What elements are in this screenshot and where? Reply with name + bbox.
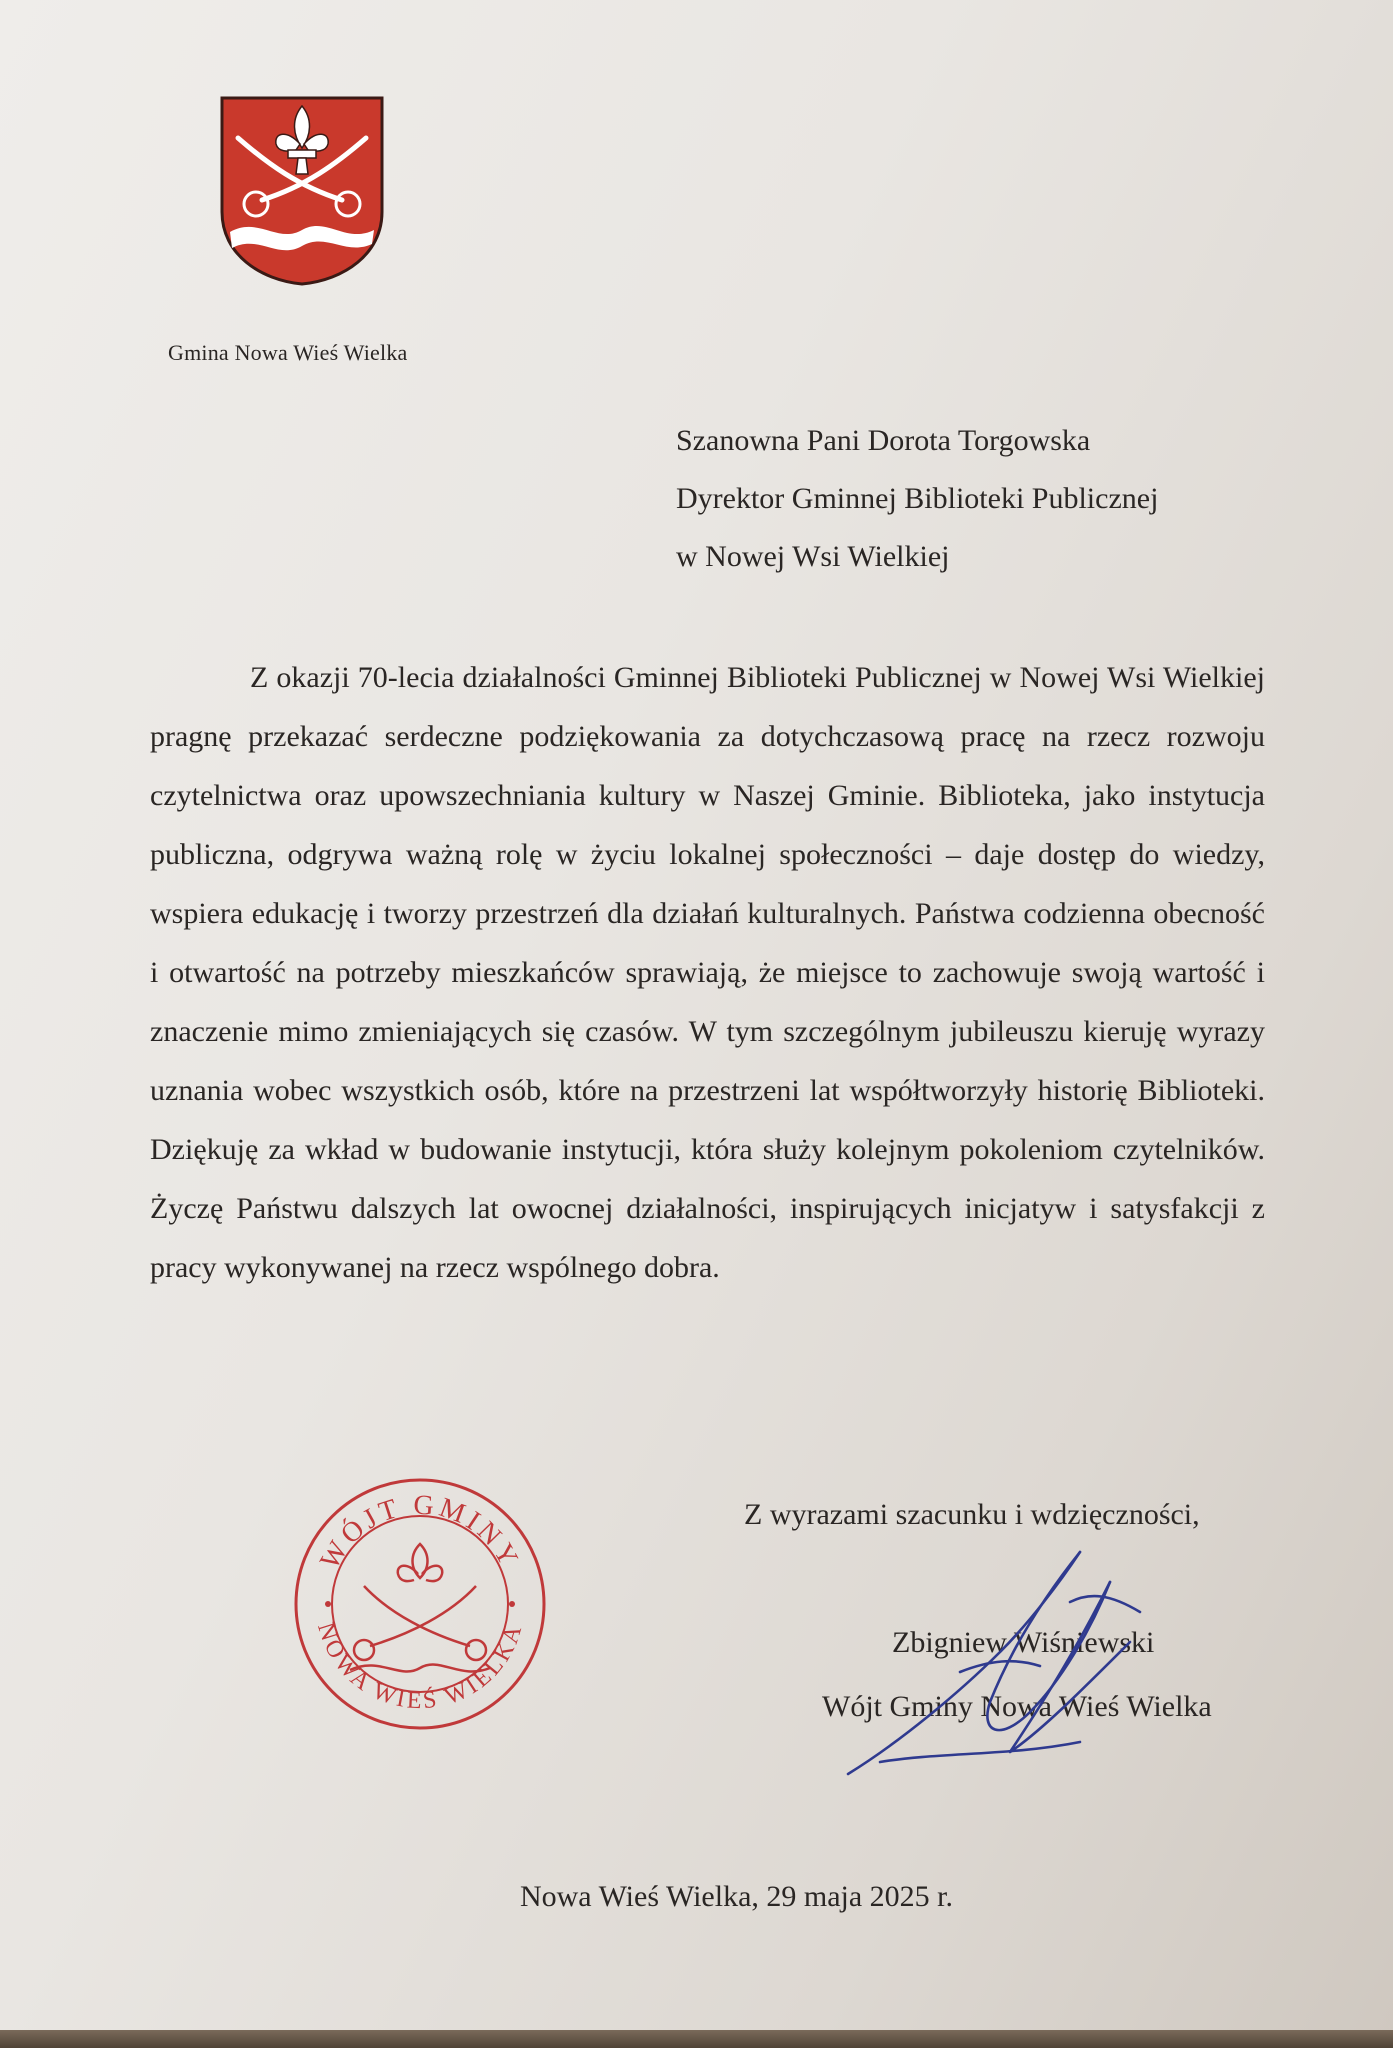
stamp-bottom-text: NOWA WIEŚ WIELKA <box>312 1619 528 1715</box>
addressee-block <box>676 412 1158 586</box>
body-paragraph: Z okazji 70-lecia działalności Gminnej Biblioteki Publicznej w Nowej Wsi Wielkiej pragnę przekazać serdeczne podziękowania za dotychczasową pracę na rzecz rozwoju czytelnictwa oraz upowszechniania kultury w Naszej Gminie. Biblioteka, jako instytucja publiczna, odgrywa ważną rolę w życiu lokalnej społeczności – daje dostęp do wiedzy, wspiera edukację i tworzy przestrzeń dla działań kulturalnych. Państwa codzienna obecność i otwartość na potrzeby mieszkańców sprawiają, że miejsce to zachowuje swoją wartość i znaczenie mimo zmieniających się czasów. W tym szczególnym jubileuszu kieruję wyrazy uznania wobec wszystkich osób, które na przestrzeni lat współtworzyły historię Biblioteki. Dziękuję za wkład w budowanie instytucji, która służy kolejnym pokoleniom czytelników. Życzę Państwu dalszych lat owocnej działalności, inspirujących inicjatyw i satysfakcji z pracy wykonywanej na rzecz wspólnego dobra. <box>150 661 1265 1284</box>
addressee-line-salutation: Szanowna Pani Dorota Torgowska <box>676 424 1091 457</box>
addressee-line-location: w Nowej Wsi Wielkiej <box>676 540 950 573</box>
official-stamp <box>290 1474 550 1734</box>
signer-title: Wójt Gminy Nowa Wieś Wielka <box>822 1690 1212 1723</box>
handwritten-signature <box>840 1542 1170 1782</box>
municipality-name: Gmina Nowa Wieś Wielka <box>168 340 408 365</box>
place-and-date: Nowa Wieś Wielka, 29 maja 2025 r. <box>519 1880 954 1913</box>
stamp-top-text: WÓJT GMINY <box>314 1489 526 1575</box>
page-edge-shadow <box>0 2030 1393 2048</box>
svg-text:WÓJT GMINY <box>314 1489 525 1574</box>
closing-salutation: Z wyrazami szacunku i wdzięczności, <box>744 1498 1200 1531</box>
addressee-line-position: Dyrektor Gminnej Biblioteki Publicznej <box>676 482 1159 515</box>
coat-of-arms-icon <box>218 94 386 286</box>
letter-body <box>150 648 1265 1297</box>
signer-name: Zbigniew Wiśniewski <box>892 1626 1155 1659</box>
